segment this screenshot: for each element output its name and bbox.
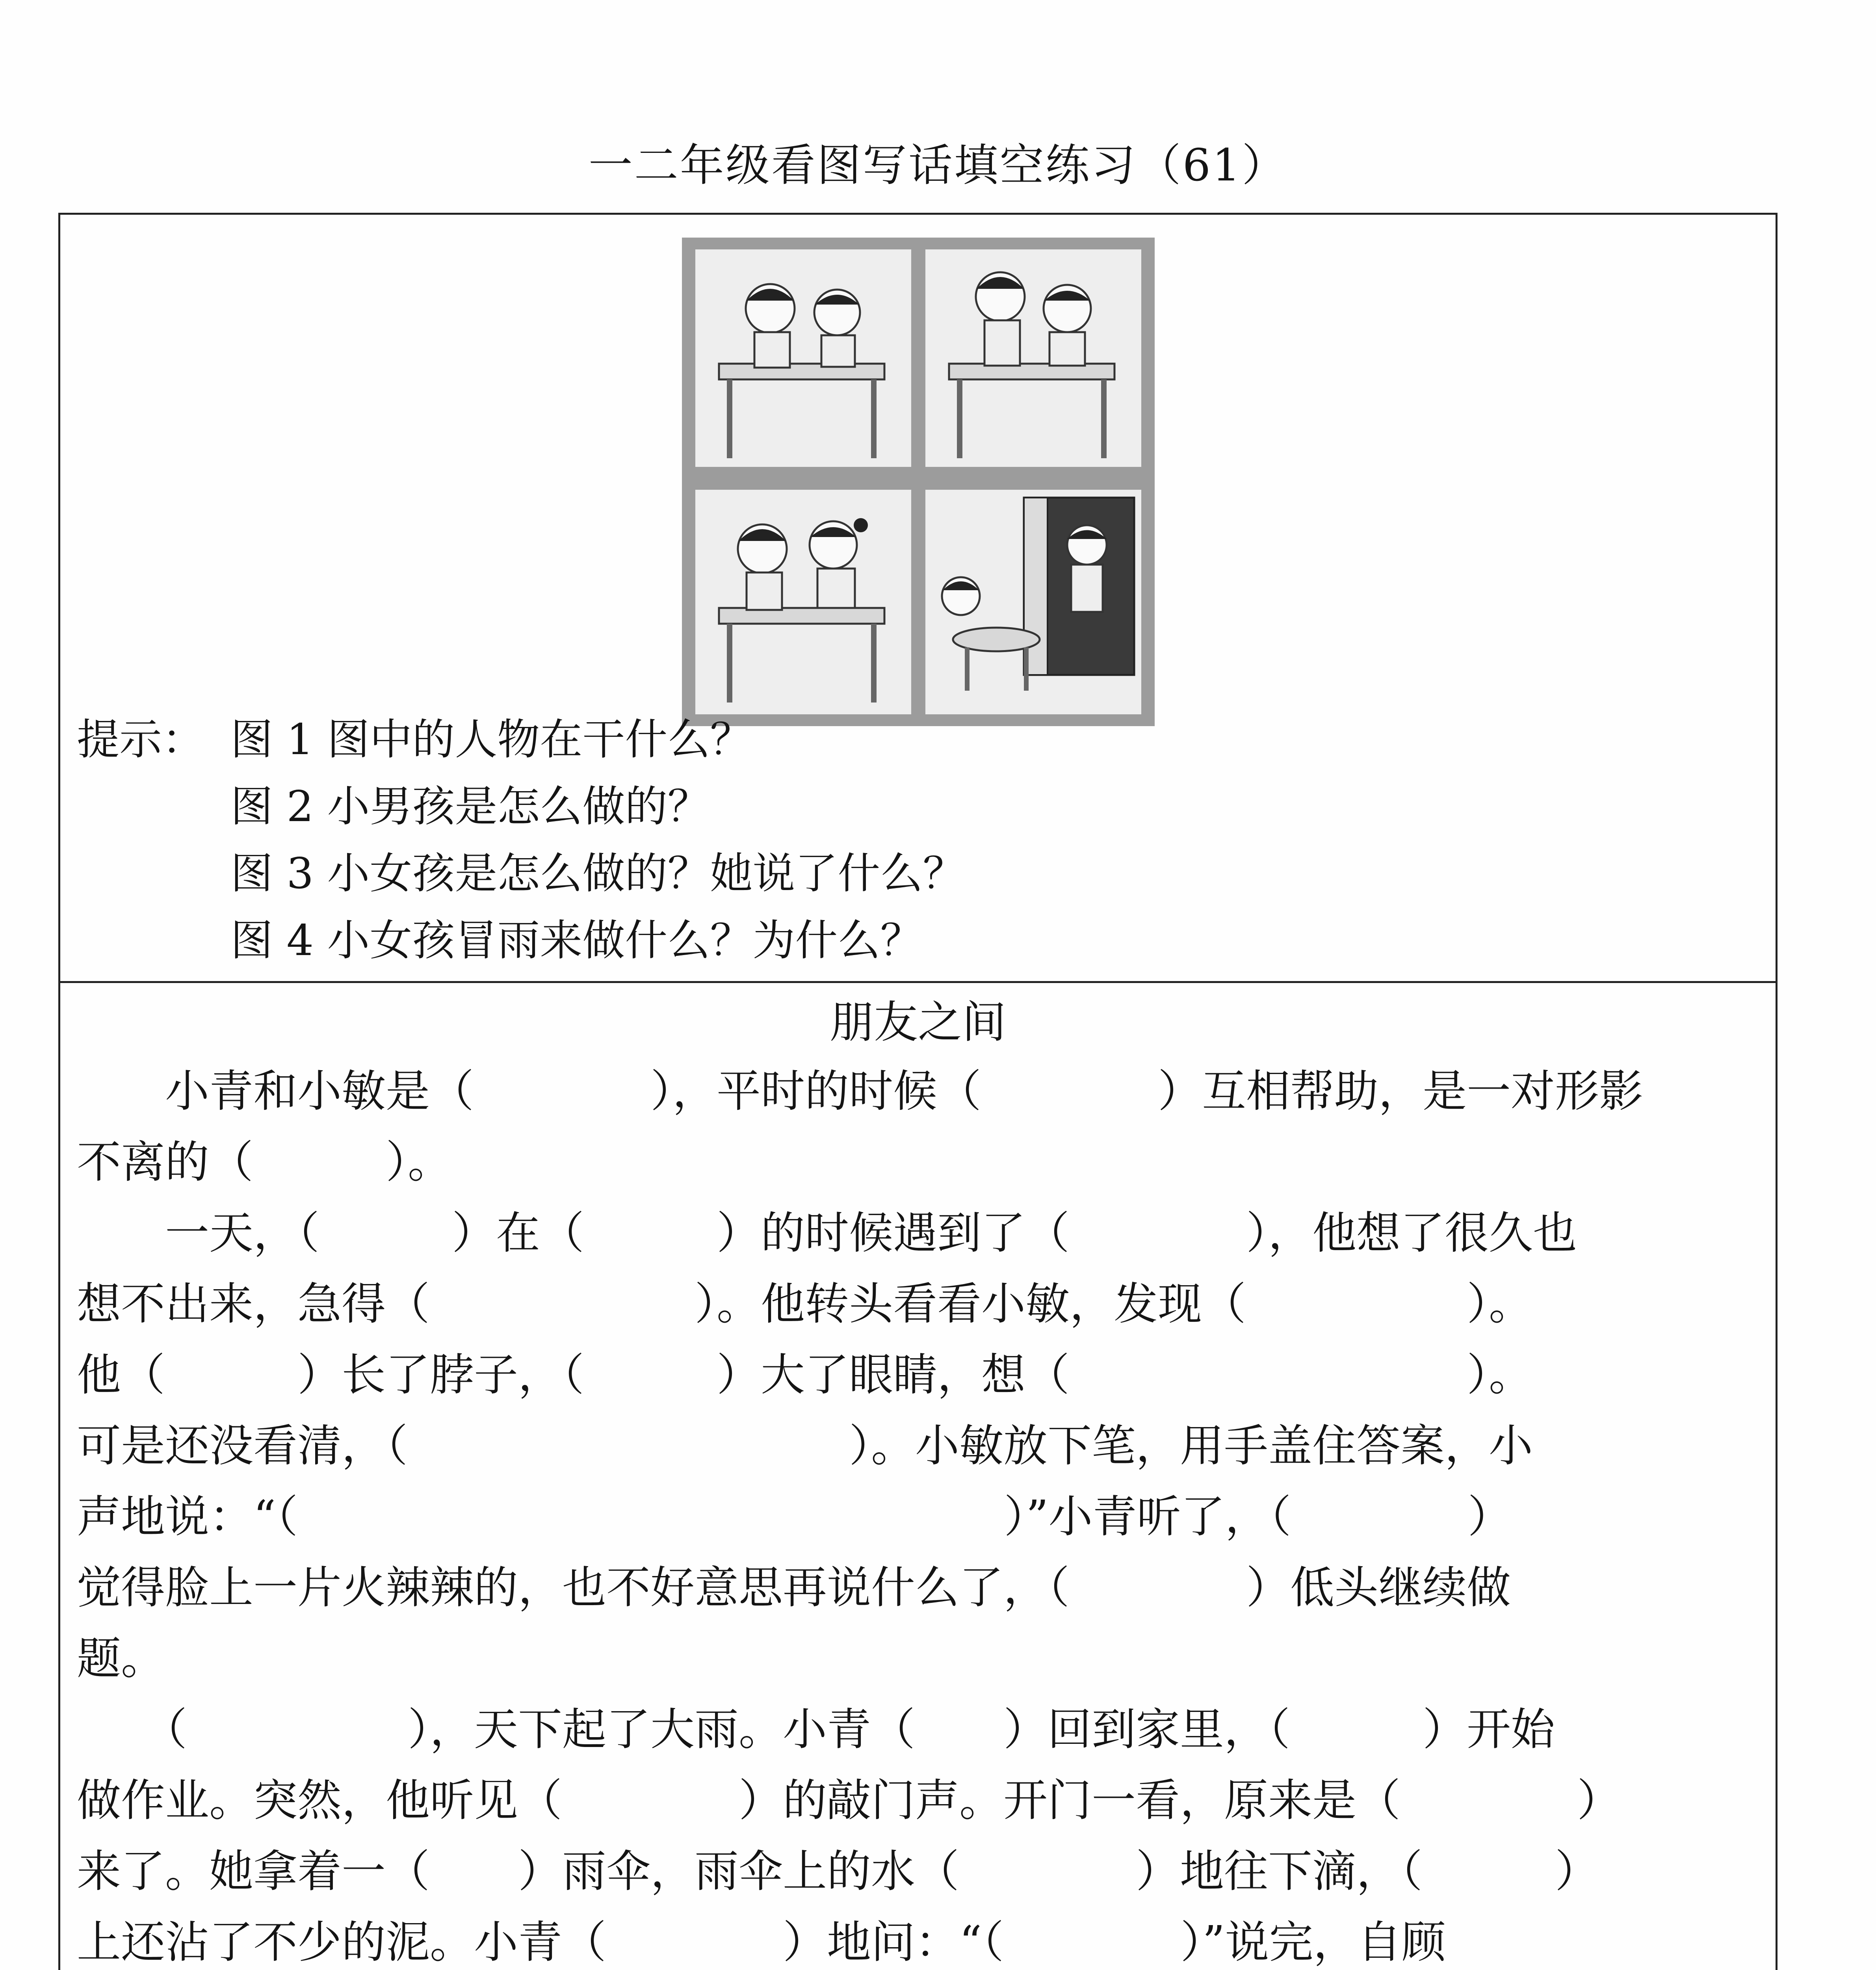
- story-line: 不离的（ ）。: [77, 1137, 452, 1188]
- hint-item: 图 4 小女孩冒雨来做什么？为什么？: [230, 916, 923, 965]
- hint-item: 图 1 图中的人物在干什么？: [230, 715, 753, 764]
- story-line: 小青和小敏是（ ），平时的时候（ ）互相帮助，是一对形影: [77, 1066, 1643, 1117]
- comic-panel-2: [925, 249, 1141, 467]
- hint-item: 图 3 小女孩是怎么做的？她说了什么？: [230, 849, 966, 898]
- comic-illustration: [682, 238, 1155, 726]
- story-line: 觉得脸上一片火辣辣的，也不好意思再说什么了，（ ）低头继续做: [77, 1562, 1511, 1613]
- story-line: 可是还没看清，（ ）。小敏放下笔，用手盖住答案，小: [77, 1420, 1533, 1472]
- story-line: 上还沾了不少的泥。小青（ ）地问：“（ ）”说完，自顾: [77, 1917, 1446, 1968]
- story-title: 朋友之间: [830, 997, 1006, 1048]
- section-divider: [60, 981, 1776, 983]
- story-line: 题。: [77, 1633, 165, 1684]
- comic-panel-1: [695, 249, 911, 467]
- story-line: 一天，（ ）在（ ）的时候遇到了（ ），他想了很久也: [77, 1208, 1577, 1259]
- story-line: 来了。她拿着一（ ）雨伞，雨伞上的水（ ）地往下滴，（ ）: [77, 1846, 1599, 1897]
- story-line: （ ），天下起了大雨。小青（ ）回到家里，（ ）开始: [77, 1704, 1555, 1755]
- comic-panel-3: [695, 490, 911, 714]
- story-line: 他（ ）长了脖子，（ ）大了眼睛，想（ ）。: [77, 1349, 1533, 1401]
- comic-panel-4: [925, 490, 1141, 714]
- hint-item: 图 2 小男孩是怎么做的？: [230, 782, 710, 831]
- story-line: 做作业。突然，他听见（ ）的敲门声。开门一看，原来是（ ）: [77, 1775, 1621, 1826]
- story-line: 想不出来，急得（ ）。他转头看看小敏，发现（ ）。: [77, 1279, 1533, 1330]
- worksheet-frame: [58, 213, 1778, 1970]
- worksheet-title: 一二年级看图写话填空练习（61）: [588, 140, 1288, 191]
- story-line: 声地说：“（ ）”小青听了，（ ）: [77, 1491, 1512, 1543]
- hint-label: 提示：: [77, 715, 205, 764]
